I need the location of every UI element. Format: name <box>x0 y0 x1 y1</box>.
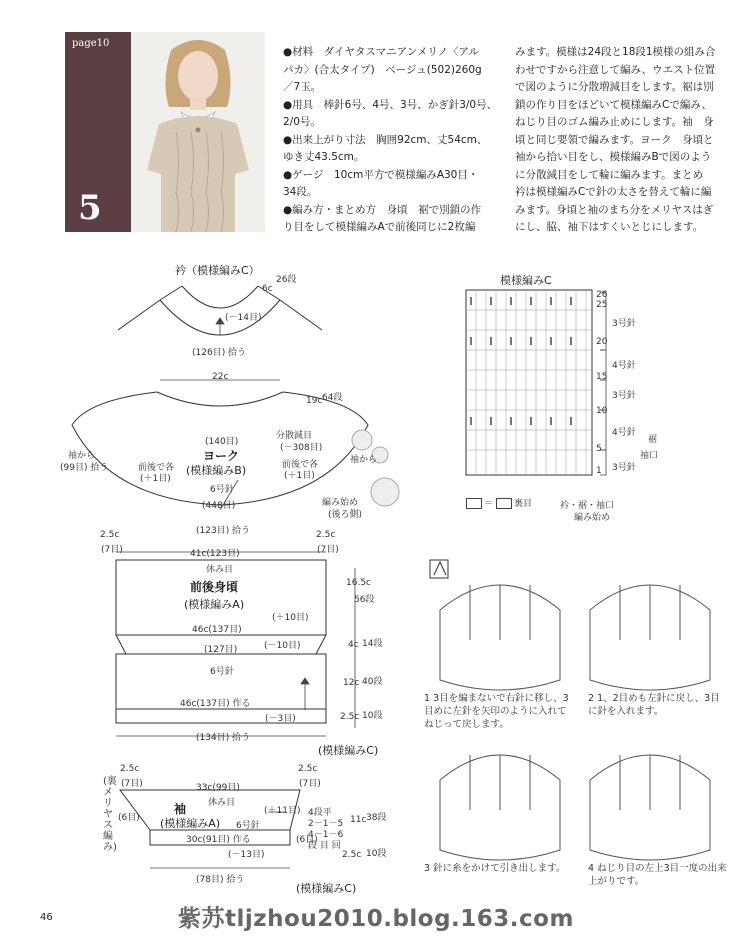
body-rest: 休み目 <box>206 565 234 575</box>
body-h4-rows: 10段 <box>362 711 383 721</box>
collar-pickup: (126目) 拾う <box>192 348 247 358</box>
yoke-sleeve-pick-r: 袖から <box>350 455 378 465</box>
page-label: page10 <box>72 38 110 49</box>
chart-row-number: 10 <box>596 406 608 416</box>
page-number: 46 <box>40 912 53 923</box>
desc-line: ●材料 ダイヤタスマニアンメリノ〈アル <box>283 46 480 58</box>
step-caption <box>588 692 728 718</box>
sleeve-top-width: 33c(99目) <box>196 783 240 793</box>
yoke-start-label: 編み始め <box>322 498 359 508</box>
body-pickup: (134目) 拾う <box>196 733 251 743</box>
yoke-pattern: (模様編みB) <box>186 464 247 477</box>
sleeve-inc-rule-line: 2－1－5 <box>308 819 344 829</box>
step-number: 4 <box>588 863 595 874</box>
sleeve-inc-rule-line: 4段平 <box>308 808 332 818</box>
body-h3: 12c <box>343 678 360 688</box>
yoke-stitches-top: (140目) <box>205 437 239 447</box>
desc-line: り目をして模様編みAで前後同じに2枚編 <box>283 221 476 233</box>
collar-height: 6c <box>262 284 273 294</box>
body-mid-width: 46c(137目) <box>192 625 242 635</box>
desc-line: みます。模様は24段と18段1模様の組み合 <box>515 46 716 58</box>
chart-needle-label: 3号針 <box>612 391 636 401</box>
sleeve-pattern: (模様編みA) <box>160 817 221 830</box>
legend-blank-symbol <box>466 498 482 509</box>
yoke-start-sub: (後ろ側) <box>328 510 363 520</box>
chart-side-label: 袖口 <box>640 451 659 461</box>
chart-needle-label: 3号針 <box>612 319 636 329</box>
desc-line: ゆき丈43.5cm。 <box>283 151 365 163</box>
desc-line: みます。身頃と袖のまち分をメリヤスはぎ <box>515 203 714 216</box>
body-dec: (－10目) <box>264 641 301 651</box>
body-pattern: (模様編みA) <box>184 598 245 611</box>
sleeve-dec: (－13目) <box>228 850 265 860</box>
body-gusset-l: 2.5c <box>100 530 120 540</box>
body-inc: (＋10目) <box>272 613 309 623</box>
chart-row-number: 5 <box>596 444 602 454</box>
desc-line: に分散減目をして輪に編みます。まとめ <box>515 168 704 181</box>
sleeve-h2: 2.5c <box>342 850 362 860</box>
sleeve-inc-rule <box>308 808 343 852</box>
chart-start-label-1: 衿・裾・袖口 <box>560 501 615 511</box>
watermark: 紫苏tljzhou2010.blog.163.com <box>178 906 574 932</box>
desc-line: ●編み方・まとめ方 身頃 裾で別鎖の作 <box>283 203 482 216</box>
desc-line: 2/0号。 <box>283 116 321 128</box>
desc-line: ／7玉。 <box>283 81 322 93</box>
step-caption <box>424 692 574 731</box>
chart-needle-label: 4号針 <box>612 361 636 371</box>
body-title: 前後身頃 <box>190 580 239 594</box>
body-top-width: 41c(123目) <box>190 549 240 559</box>
body-gusset-r-sts: (7目) <box>317 545 339 555</box>
chart-row-number: 26 <box>596 290 608 300</box>
yoke-stitches-bottom: (448目) <box>202 501 236 511</box>
yoke-needle: 6号針 <box>210 485 234 495</box>
sleeve-inc: (＋11目) <box>264 806 301 816</box>
sleeve-side-label: (裏メリヤス編み) <box>103 776 117 853</box>
desc-line: ねじり目のゴム編み止めにします。袖 身 <box>515 116 714 128</box>
sleeve-title: 袖 <box>174 802 187 816</box>
chart-row-number: 15 <box>596 372 608 382</box>
chart-start-label-2: 編み始め <box>574 513 611 523</box>
desc-line: パカ〉(合太タイプ) ベージュ(502)260g <box>283 63 482 76</box>
yoke-title: ヨーク <box>203 449 240 463</box>
yoke-pickup: (123目) 拾う <box>196 526 251 536</box>
body-h3-rows: 40段 <box>362 677 383 687</box>
body-h1-rows: 56段 <box>354 595 375 605</box>
sleeve-gusset-l: 2.5c <box>120 764 140 774</box>
step-text: ねじり目の左上3目一度の出来上がりです。 <box>588 863 727 887</box>
desc-line: 袖から拾い目をし、模様編みBで図のよう <box>515 151 712 163</box>
body-gusset-l-sts: (7目) <box>101 545 123 555</box>
desc-line: にし、脇、袖下はすくいとじにします。 <box>515 221 704 233</box>
yoke-front-back-plus-l: (＋1目) <box>140 474 171 484</box>
yoke-width: 22c <box>212 372 229 382</box>
legend-text: 裏目 <box>514 499 533 509</box>
chart-needle-label: 3号針 <box>612 463 636 473</box>
desc-line: で図のように分散増減目をします。裾は別 <box>515 81 714 93</box>
yoke-sleeve-pick-l2: (99目) 拾う <box>60 463 109 473</box>
sleeve-cast-on: 30c(91目) 作る <box>186 835 251 845</box>
yoke-dec-label: 分散減目 <box>276 431 313 441</box>
legend-eq: ＝ <box>484 499 494 509</box>
yoke-front-back-l: 前後で各 <box>138 463 175 473</box>
desc-line: 頃と同じ要領で編みます。ヨーク 身頃と <box>515 133 714 146</box>
sleeve-side-l: (6目) <box>118 813 140 823</box>
body-dec-bottom: (－3目) <box>265 714 296 724</box>
body-h1: 16.5c <box>346 578 371 588</box>
desc-line: わせですから注意して編み、ウエスト位置 <box>515 63 716 76</box>
desc-line: ●出来上がり寸法 胸囲92cm、丈54cm、 <box>283 133 488 146</box>
chart-row-number: 25 <box>596 300 608 310</box>
yoke-front-back-plus-r: (＋1目) <box>284 471 315 481</box>
yoke-rows: 64段 <box>322 393 343 403</box>
step-text: 1、2目めも左針に戻し、3目に針を入れます。 <box>588 693 720 717</box>
sleeve-needle: 6号針 <box>236 821 260 831</box>
step-caption <box>424 862 574 875</box>
body-gusset-r: 2.5c <box>316 530 336 540</box>
body-hem: (模様編みC) <box>318 744 379 757</box>
sleeve-h1-rows: 38段 <box>366 813 387 823</box>
body-cast-on: 46c(137目) 作る <box>180 699 251 709</box>
step-number: 1 <box>424 693 431 704</box>
sleeve-side-r: (6目) <box>296 835 318 845</box>
step-caption <box>588 862 728 888</box>
sleeve-rest: 休み目 <box>208 798 236 808</box>
desc-line: 鎖の作り目をほどいて模様編みCで編み、 <box>515 98 712 111</box>
desc-line: ●用具 棒針6号、4号、3号、かぎ針3/0号、 <box>283 98 498 111</box>
step-number: 2 <box>588 693 595 704</box>
sleeve-gusset-r-sts: (7目) <box>299 779 321 789</box>
sleeve-pickup: (78目) 拾う <box>196 875 245 885</box>
chart-needle-label: 4号針 <box>612 428 636 438</box>
yoke-front-back-r: 前後で各 <box>282 460 319 470</box>
body-h2: 4c <box>348 640 359 650</box>
collar-dec: (－14目) <box>225 313 262 323</box>
sleeve-gusset-l-sts: (7目) <box>121 779 143 789</box>
chart-side-label: 裾 <box>648 435 658 445</box>
body-needle: 6号針 <box>210 667 234 677</box>
step-text: 針に糸をかけて引き出します。 <box>433 863 566 874</box>
step-text: 3目を編まないで右針に移し、3目めに左針を矢印のように入れてねじって戻します。 <box>424 693 569 730</box>
pattern-number: 5 <box>78 188 102 228</box>
yoke-height: 19c <box>306 396 323 406</box>
desc-line: ●ゲージ 10cm平方で模様編みA30目・ <box>283 168 479 181</box>
chart-row-number: 20 <box>596 337 608 347</box>
sleeve-h1: 11c <box>350 815 367 825</box>
desc-line: 34段。 <box>283 186 318 198</box>
yoke-sleeve-pick-l1: 袖から <box>68 451 96 461</box>
collar-title: 衿（模様編みC） <box>175 264 260 277</box>
body-dec-sts: (127目) <box>204 645 238 655</box>
yoke-dec-value: (－308目) <box>280 443 323 453</box>
collar-rows: 26段 <box>276 275 297 285</box>
body-h2-rows: 14段 <box>362 639 383 649</box>
step-number: 3 <box>424 863 431 874</box>
body-h4: 2.5c <box>340 712 360 722</box>
legend-purl-symbol <box>496 498 512 509</box>
chart-row-number: 1 <box>596 466 602 476</box>
sleeve-inc-rule-line: 4－1－6 <box>308 830 344 840</box>
desc-line: 衿は模様編みCで針の太さを替えて輪に編 <box>515 186 712 198</box>
sleeve-hem: (模様編みC) <box>296 882 357 895</box>
sleeve-gusset-r: 2.5c <box>298 764 318 774</box>
sleeve-h2-rows: 10段 <box>366 849 387 859</box>
chart-c-title: 模様編みC <box>500 274 552 287</box>
sleeve-inc-rule-line: 段 目 回 <box>308 841 341 851</box>
